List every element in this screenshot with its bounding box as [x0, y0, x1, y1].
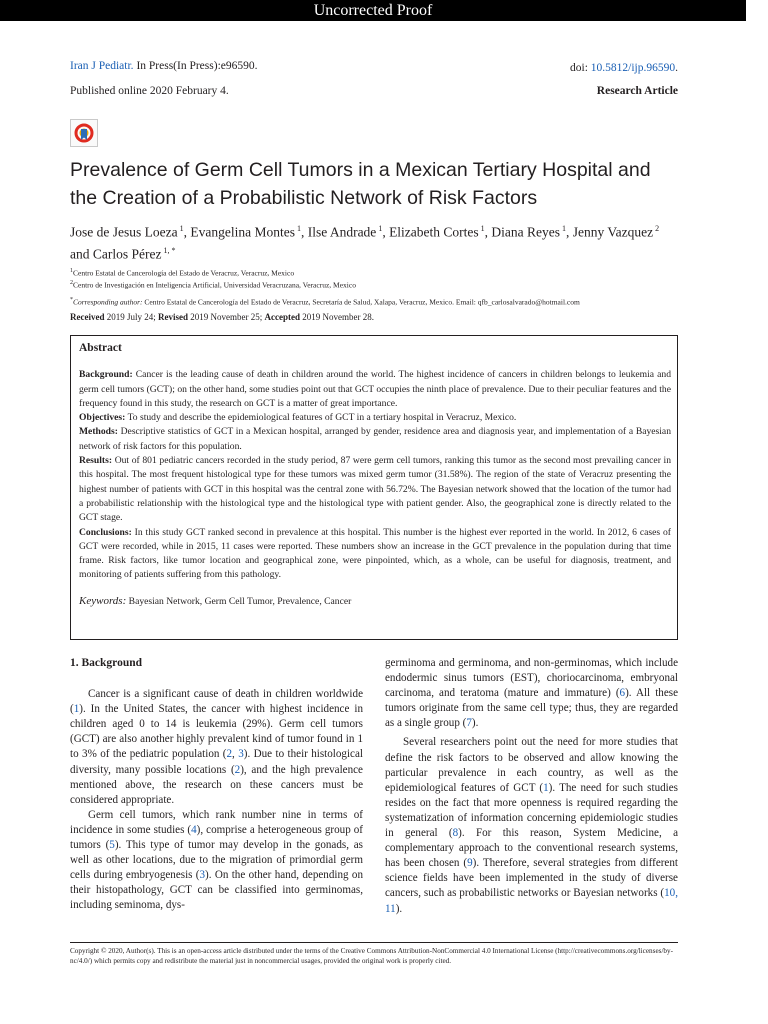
journal-citation — [70, 60, 258, 72]
affiliation-text: Centro Estatal de Cancerología del Estado de Veracruz, Veracruz, Mexico — [73, 268, 295, 278]
article-dates — [70, 312, 374, 322]
citation-link[interactable]: 2 — [234, 763, 241, 776]
keywords-label: Keywords: — [79, 594, 127, 607]
author-name: Jose de Jesus Loeza — [70, 224, 178, 240]
author-separator: , — [300, 224, 308, 240]
abstract-title: Abstract — [79, 342, 122, 354]
citation-link[interactable]: 3 — [238, 748, 244, 761]
accepted-date: 2019 November 28. — [300, 312, 374, 322]
abstract-conclusions — [79, 526, 671, 583]
abstract-methods — [79, 425, 671, 454]
check-for-updates-icon — [71, 120, 97, 146]
author-name: Elizabeth Cortes — [389, 224, 479, 240]
corresponding-author — [70, 295, 680, 308]
author-separator: , — [382, 224, 390, 240]
author-separator: , — [183, 224, 191, 240]
revised-date: 2019 November 25; — [188, 312, 265, 322]
received-date: 2019 July 24; — [104, 312, 158, 322]
paragraph: Germ cell tumors, which rank number nine in terms of incidence in some studies (4), comprise a heterogeneous group of tumors (5). This type of tumor may develop in the gonads, as well as other locations, due to the migration of primordial germ cells during embryogenesis (3). On the other hand, depending on their histopathology, GCT can be classified into germinomas, including seminoma, dys- — [70, 808, 363, 912]
objectives-label: Objectives: — [79, 412, 126, 424]
received-label: Received — [70, 312, 105, 322]
citation-link[interactable]: 4 — [191, 823, 197, 836]
citation-link[interactable]: 1 — [543, 781, 549, 794]
author-sup: 1 — [376, 224, 383, 233]
author-name: Diana Reyes — [491, 224, 561, 240]
corresponding-text: Centro Estatal de Cancerología del Estado de Veracruz, Secretaría de Salud, Xalapa, Veracruz, Mexico. Email: qfb_carlosalvarado@hotmail.com — [142, 297, 580, 307]
citation-link[interactable]: 6 — [619, 687, 626, 700]
results-text: Out of 801 pediatric cancers recorded in the study period, 87 were germ cell tumors, ranking this tumor as the second most prevailing cancer in this hospital. The most frequent histological type for these tumors was mixed germ tumor (31.58%). The region of the state of Veracruz presenting the highest number of patients with GCT in this hospital was the central zone with 56.72%. The Bayesian network showed that the location of the tumor had a probabilistic relationship with the histological type and the histological type with patient gender. Also, the geographical zone is directly related to the GCT stage. — [79, 455, 671, 524]
author-name: Carlos Pérez — [92, 246, 162, 261]
author-sup: 1 — [560, 224, 567, 233]
abstract-objectives — [79, 411, 671, 425]
author-list — [70, 220, 680, 263]
author-separator: , — [566, 224, 573, 240]
revised-label: Revised — [158, 312, 188, 322]
affiliation-sup: 1 — [70, 268, 73, 274]
footer-divider — [70, 942, 678, 943]
author-sup: 1 — [294, 224, 301, 233]
affiliation-sup: 2 — [70, 280, 73, 286]
background-label: Background: — [79, 369, 133, 381]
affiliation-2 — [70, 278, 680, 291]
bookmark-badge-icon[interactable] — [70, 119, 98, 147]
proof-banner: Uncorrected Proof — [0, 0, 746, 21]
citation-link[interactable]: 10, 11 — [385, 887, 678, 915]
paragraph: Cancer is a significant cause of death in children worldwide (1). In the United States, the cancer with highest incidence in children aged 0 to 14 is leukemia (29%). Germ cell tumors (GCT) are also another highly prevalent kind of tumor found in 1 to 3% of the pediatric population (2, 3). Due to their histological diversity, many possible locations (2), and the high prevalence mentioned above, the research on these cancers must be considered appropriate. — [70, 688, 363, 806]
doi-label: doi: — [570, 62, 591, 74]
citation-link[interactable]: 7 — [466, 717, 472, 730]
citation-link[interactable]: 2 — [226, 748, 233, 761]
corresponding-label: Corresponding author: — [73, 297, 143, 307]
objectives-text: To study and describe the epidemiological features of GCT in a tertiary hospital in Veracruz, Mexico. — [125, 412, 517, 424]
paragraph: Several researchers point out the need for more studies that define the risk factors to be observed and allow knowing the particular prevalence in each country, as well as the epidemiological features of GCT (1). The need for such studies resides on the fact that more openness is required regarding the systematization of information concerning epidemiologic studies in general (8). For this reason, System Medicine, a complementary approach to the conventional research systems, has been chosen (9). Therefore, several strategies from different science fields have been implemented in the study of diverse cancers, such as probabilistic networks or Bayesian networks (10, 11). — [385, 736, 678, 915]
citation-link[interactable]: 8 — [452, 827, 459, 840]
affiliation-text: Centro de Investigación en Inteligencia Artificial, Universidad Veracruzana, Veracruz, Mexico — [73, 280, 356, 290]
author-separator: , — [484, 224, 492, 240]
corresponding-sup: * — [70, 297, 73, 303]
author-sup: 1, * — [161, 245, 176, 255]
methods-label: Methods: — [79, 426, 118, 438]
doi-link[interactable]: 10.5812/ijp.96590 — [590, 62, 676, 74]
abstract-results — [79, 454, 671, 525]
doi-period: . — [675, 62, 678, 74]
abstract-background — [79, 368, 671, 411]
citation-link[interactable]: 9 — [467, 857, 473, 870]
article-type: Research Article — [596, 85, 678, 97]
author-sup: 1 — [177, 224, 184, 233]
background-text: Cancer is the leading cause of death in children around the world. The highest incidence of cancers in children belongs to leukemia and germ cell tumors (GCT); on the other hand, some studies point out that GCT occupies the ninth place of prevalence. Due to their peculiar features and the frequency found in this study, the research on GCT is a matter of great importance. — [79, 369, 671, 409]
keywords-text: Bayesian Network, Germ Cell Tumor, Prevalence, Cancer — [126, 595, 352, 607]
abstract-box — [70, 335, 678, 640]
conclusions-label: Conclusions: — [79, 526, 132, 538]
author-name: Jenny Vazquez — [572, 224, 654, 240]
press-info: In Press(In Press):e96590. — [133, 60, 258, 72]
results-label: Results: — [79, 455, 113, 467]
right-column — [385, 656, 678, 917]
abstract-keywords — [79, 594, 671, 609]
affiliation-1 — [70, 266, 680, 279]
author-sup: 1 — [478, 224, 485, 233]
section-heading: 1. Background — [70, 657, 143, 669]
author-name: Evangelina Montes — [190, 224, 295, 240]
doi-line — [570, 62, 678, 74]
accepted-label: Accepted — [264, 312, 300, 322]
journal-link[interactable]: Iran J Pediatr. — [70, 60, 134, 72]
left-column — [70, 656, 363, 914]
paragraph: germinoma and germinoma, and non-germinomas, which include endodermic sinus tumors (EST), choriocarcinoma, embryonal carcinoma, and teratoma (mature and immature) (6). All these tumors originate from the same cell type; thus, they are regarded as a single group (7). — [385, 657, 678, 730]
citation-link[interactable]: 3 — [199, 869, 206, 882]
citation-link[interactable]: 1 — [73, 703, 80, 716]
published-date: Published online 2020 February 4. — [70, 85, 229, 97]
citation-link[interactable]: 5 — [109, 839, 115, 852]
author-sup: 2 — [653, 224, 660, 233]
author-name: Ilse Andrade — [307, 224, 377, 240]
author-separator: and — [70, 246, 93, 261]
copyright-footer: Copyright © 2020, Author(s). This is an open-access article distributed under the terms of the Creative Commons Attribution-NonCommercial 4.0 International License (http://creativecommons.org/licenses/by-nc/4.0/) which permits copy and redistribute the material just in noncommercial usages, provided the original work is properly cited. — [70, 947, 674, 965]
conclusions-text: In this study GCT ranked second in prevalence at this hospital. This number is the highest ever reported in the world. In 2012, 6 cases of GCT were recorded, while in 2015, 11 cases were reported. These numbers show an increase in the GCT prevalence in the population during that time frame. Risk factors, like tumor location and geographical zone, were pinpointed, which, as a whole, can be useful for diagnosis, treatment, and monitoring of patients suffering from this pathology. — [79, 526, 671, 581]
article-title: Prevalence of Germ Cell Tumors in a Mexican Tertiary Hospital and the Creation of a Probabilistic Network of Risk Factors — [70, 159, 651, 209]
methods-text: Descriptive statistics of GCT in a Mexican hospital, arranged by gender, residence area and diagnosis year, and implementation of a Bayesian network of risk factors for this population. — [79, 426, 671, 452]
